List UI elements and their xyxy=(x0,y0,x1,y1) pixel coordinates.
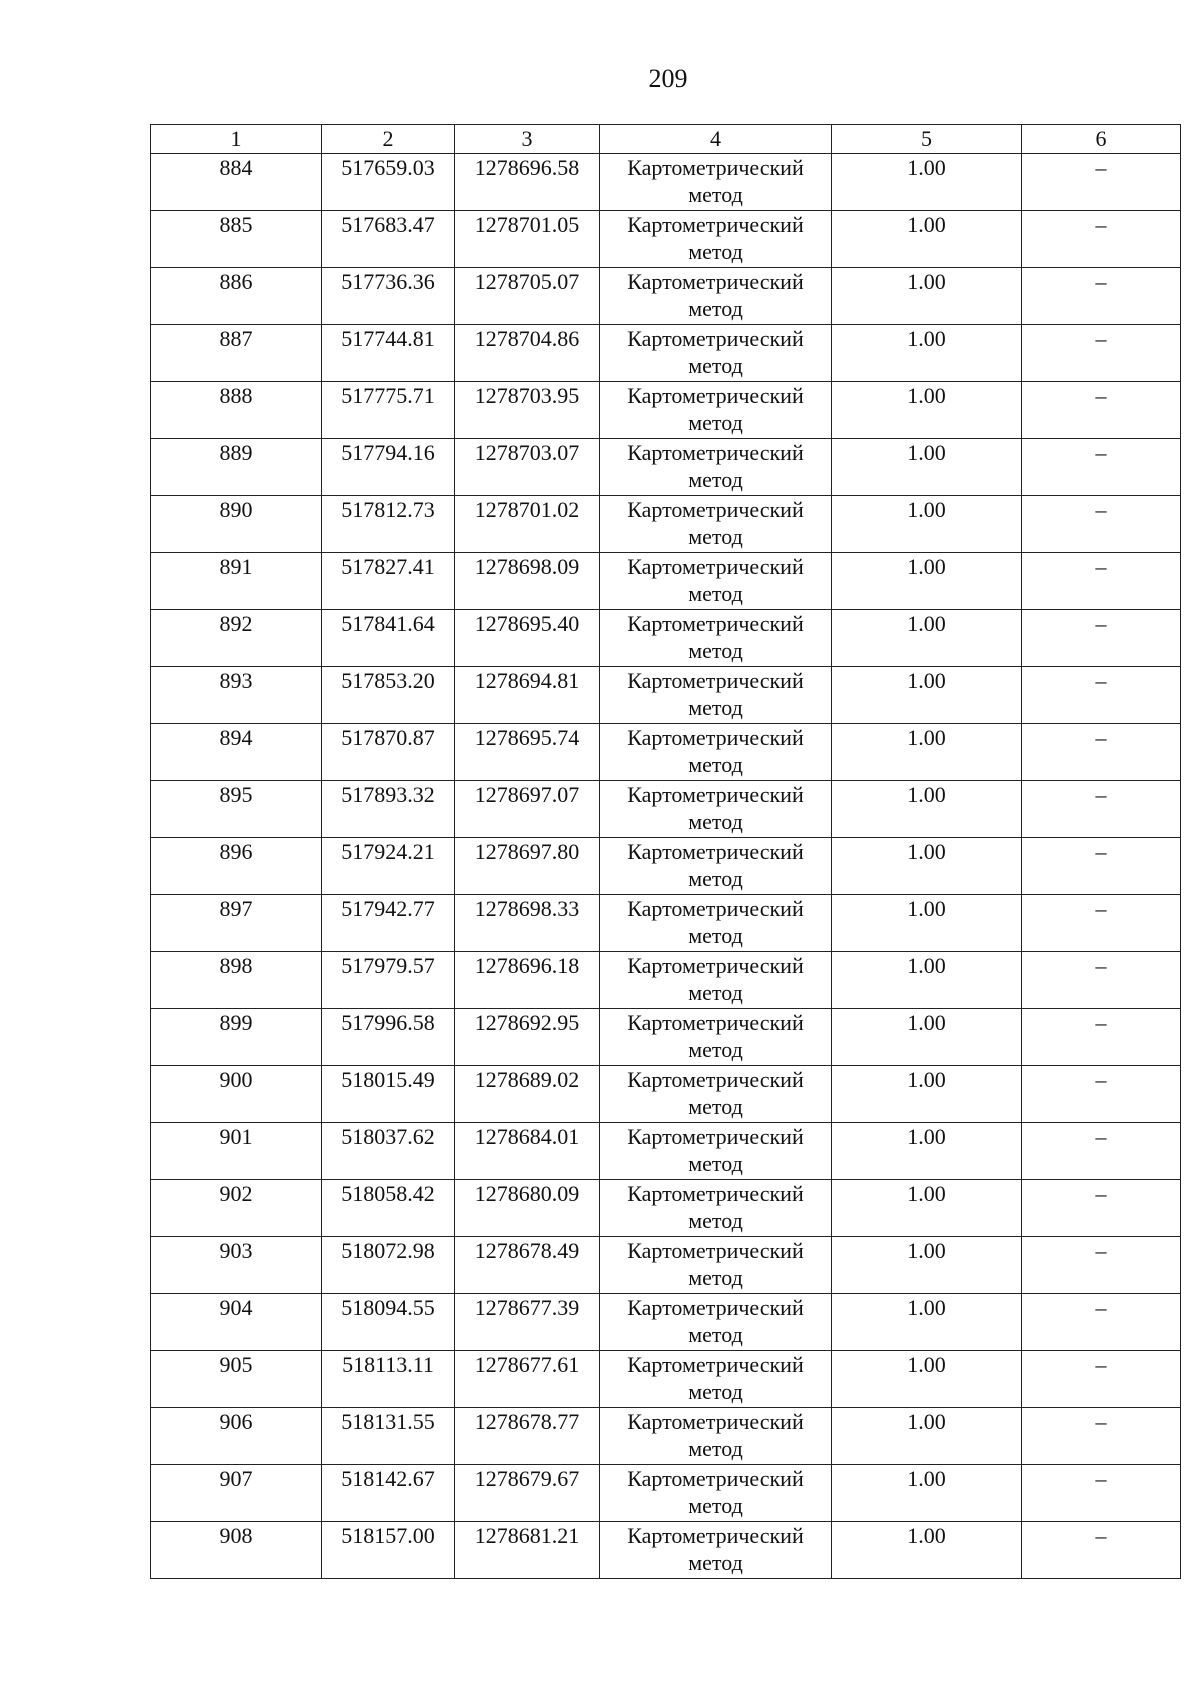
accuracy-cell: 1.00 xyxy=(832,1465,1022,1522)
accuracy-cell: 1.00 xyxy=(832,781,1022,838)
table-row xyxy=(151,1009,1181,1066)
table-row xyxy=(151,952,1181,1009)
point-number-cell: 889 xyxy=(151,439,322,496)
y-coordinate-cell: 1278696.58 xyxy=(455,154,600,211)
y-coordinate-cell: 1278698.09 xyxy=(455,553,600,610)
description-cell: – xyxy=(1022,1066,1181,1123)
x-coordinate-cell: 517893.32 xyxy=(322,781,455,838)
description-cell: – xyxy=(1022,382,1181,439)
table-row xyxy=(151,1237,1181,1294)
method-cell: Картометрический метод xyxy=(600,154,832,211)
point-number-cell: 898 xyxy=(151,952,322,1009)
method-cell: Картометрический метод xyxy=(600,1522,832,1579)
description-cell: – xyxy=(1022,325,1181,382)
x-coordinate-cell: 518015.49 xyxy=(322,1066,455,1123)
y-coordinate-cell: 1278696.18 xyxy=(455,952,600,1009)
point-number-cell: 903 xyxy=(151,1237,322,1294)
table-row xyxy=(151,838,1181,895)
page-number: 209 xyxy=(648,64,688,93)
table-row xyxy=(151,1294,1181,1351)
method-cell: Картометрический метод xyxy=(600,1294,832,1351)
table-row xyxy=(151,610,1181,667)
x-coordinate-cell: 517924.21 xyxy=(322,838,455,895)
point-number-cell: 899 xyxy=(151,1009,322,1066)
point-number-cell: 888 xyxy=(151,382,322,439)
y-coordinate-cell: 1278695.40 xyxy=(455,610,600,667)
table-row xyxy=(151,1351,1181,1408)
y-coordinate-cell: 1278698.33 xyxy=(455,895,600,952)
description-cell: – xyxy=(1022,1351,1181,1408)
x-coordinate-cell: 518094.55 xyxy=(322,1294,455,1351)
method-cell: Картометрический метод xyxy=(600,781,832,838)
x-coordinate-cell: 517870.87 xyxy=(322,724,455,781)
table-row xyxy=(151,211,1181,268)
column-header: 3 xyxy=(455,125,600,154)
table-row xyxy=(151,1180,1181,1237)
x-coordinate-cell: 517736.36 xyxy=(322,268,455,325)
method-cell: Картометрический метод xyxy=(600,439,832,496)
method-cell: Картометрический метод xyxy=(600,1351,832,1408)
table-row xyxy=(151,1123,1181,1180)
method-cell: Картометрический метод xyxy=(600,496,832,553)
table-row xyxy=(151,781,1181,838)
table-row xyxy=(151,154,1181,211)
column-header: 6 xyxy=(1022,125,1181,154)
description-cell: – xyxy=(1022,439,1181,496)
x-coordinate-cell: 517942.77 xyxy=(322,895,455,952)
table-row xyxy=(151,268,1181,325)
accuracy-cell: 1.00 xyxy=(832,1009,1022,1066)
accuracy-cell: 1.00 xyxy=(832,154,1022,211)
y-coordinate-cell: 1278680.09 xyxy=(455,1180,600,1237)
description-cell: – xyxy=(1022,1465,1181,1522)
point-number-cell: 895 xyxy=(151,781,322,838)
coordinates-table xyxy=(150,124,1181,1579)
point-number-cell: 896 xyxy=(151,838,322,895)
column-header: 1 xyxy=(151,125,322,154)
point-number-cell: 891 xyxy=(151,553,322,610)
point-number-cell: 890 xyxy=(151,496,322,553)
method-cell: Картометрический метод xyxy=(600,838,832,895)
table-row xyxy=(151,1066,1181,1123)
y-coordinate-cell: 1278692.95 xyxy=(455,1009,600,1066)
accuracy-cell: 1.00 xyxy=(832,1408,1022,1465)
description-cell: – xyxy=(1022,1123,1181,1180)
table-row xyxy=(151,1465,1181,1522)
column-header: 2 xyxy=(322,125,455,154)
y-coordinate-cell: 1278705.07 xyxy=(455,268,600,325)
accuracy-cell: 1.00 xyxy=(832,1351,1022,1408)
y-coordinate-cell: 1278695.74 xyxy=(455,724,600,781)
x-coordinate-cell: 517659.03 xyxy=(322,154,455,211)
column-header: 5 xyxy=(832,125,1022,154)
x-coordinate-cell: 518157.00 xyxy=(322,1522,455,1579)
accuracy-cell: 1.00 xyxy=(832,838,1022,895)
table-row xyxy=(151,439,1181,496)
point-number-cell: 905 xyxy=(151,1351,322,1408)
description-cell: – xyxy=(1022,268,1181,325)
point-number-cell: 892 xyxy=(151,610,322,667)
description-cell: – xyxy=(1022,1009,1181,1066)
x-coordinate-cell: 518131.55 xyxy=(322,1408,455,1465)
accuracy-cell: 1.00 xyxy=(832,667,1022,724)
x-coordinate-cell: 517827.41 xyxy=(322,553,455,610)
point-number-cell: 893 xyxy=(151,667,322,724)
method-cell: Картометрический метод xyxy=(600,211,832,268)
description-cell: – xyxy=(1022,1237,1181,1294)
method-cell: Картометрический метод xyxy=(600,325,832,382)
point-number-cell: 902 xyxy=(151,1180,322,1237)
accuracy-cell: 1.00 xyxy=(832,1294,1022,1351)
description-cell: – xyxy=(1022,667,1181,724)
description-cell: – xyxy=(1022,496,1181,553)
point-number-cell: 908 xyxy=(151,1522,322,1579)
method-cell: Картометрический метод xyxy=(600,1237,832,1294)
table-row xyxy=(151,667,1181,724)
accuracy-cell: 1.00 xyxy=(832,325,1022,382)
table-row xyxy=(151,325,1181,382)
point-number-cell: 904 xyxy=(151,1294,322,1351)
x-coordinate-cell: 517744.81 xyxy=(322,325,455,382)
point-number-cell: 897 xyxy=(151,895,322,952)
point-number-cell: 901 xyxy=(151,1123,322,1180)
table-row xyxy=(151,724,1181,781)
x-coordinate-cell: 518072.98 xyxy=(322,1237,455,1294)
accuracy-cell: 1.00 xyxy=(832,496,1022,553)
accuracy-cell: 1.00 xyxy=(832,382,1022,439)
description-cell: – xyxy=(1022,1408,1181,1465)
accuracy-cell: 1.00 xyxy=(832,724,1022,781)
method-cell: Картометрический метод xyxy=(600,1180,832,1237)
x-coordinate-cell: 517996.58 xyxy=(322,1009,455,1066)
method-cell: Картометрический метод xyxy=(600,610,832,667)
table-header-row xyxy=(151,125,1181,154)
accuracy-cell: 1.00 xyxy=(832,1522,1022,1579)
y-coordinate-cell: 1278689.02 xyxy=(455,1066,600,1123)
x-coordinate-cell: 518113.11 xyxy=(322,1351,455,1408)
accuracy-cell: 1.00 xyxy=(832,1123,1022,1180)
point-number-cell: 907 xyxy=(151,1465,322,1522)
y-coordinate-cell: 1278679.67 xyxy=(455,1465,600,1522)
method-cell: Картометрический метод xyxy=(600,1066,832,1123)
y-coordinate-cell: 1278678.77 xyxy=(455,1408,600,1465)
y-coordinate-cell: 1278697.80 xyxy=(455,838,600,895)
accuracy-cell: 1.00 xyxy=(832,952,1022,1009)
y-coordinate-cell: 1278677.39 xyxy=(455,1294,600,1351)
accuracy-cell: 1.00 xyxy=(832,1180,1022,1237)
y-coordinate-cell: 1278697.07 xyxy=(455,781,600,838)
x-coordinate-cell: 517775.71 xyxy=(322,382,455,439)
point-number-cell: 887 xyxy=(151,325,322,382)
x-coordinate-cell: 517841.64 xyxy=(322,610,455,667)
description-cell: – xyxy=(1022,895,1181,952)
y-coordinate-cell: 1278703.07 xyxy=(455,439,600,496)
description-cell: – xyxy=(1022,553,1181,610)
x-coordinate-cell: 517853.20 xyxy=(322,667,455,724)
y-coordinate-cell: 1278704.86 xyxy=(455,325,600,382)
method-cell: Картометрический метод xyxy=(600,1465,832,1522)
table-body xyxy=(151,154,1181,1579)
accuracy-cell: 1.00 xyxy=(832,895,1022,952)
y-coordinate-cell: 1278677.61 xyxy=(455,1351,600,1408)
table-row xyxy=(151,382,1181,439)
accuracy-cell: 1.00 xyxy=(832,553,1022,610)
accuracy-cell: 1.00 xyxy=(832,610,1022,667)
method-cell: Картометрический метод xyxy=(600,952,832,1009)
description-cell: – xyxy=(1022,838,1181,895)
x-coordinate-cell: 517979.57 xyxy=(322,952,455,1009)
method-cell: Картометрический метод xyxy=(600,553,832,610)
x-coordinate-cell: 518142.67 xyxy=(322,1465,455,1522)
x-coordinate-cell: 517812.73 xyxy=(322,496,455,553)
table-row xyxy=(151,496,1181,553)
description-cell: – xyxy=(1022,154,1181,211)
point-number-cell: 894 xyxy=(151,724,322,781)
accuracy-cell: 1.00 xyxy=(832,211,1022,268)
description-cell: – xyxy=(1022,724,1181,781)
point-number-cell: 884 xyxy=(151,154,322,211)
accuracy-cell: 1.00 xyxy=(832,268,1022,325)
y-coordinate-cell: 1278681.21 xyxy=(455,1522,600,1579)
x-coordinate-cell: 517683.47 xyxy=(322,211,455,268)
x-coordinate-cell: 518037.62 xyxy=(322,1123,455,1180)
table-row xyxy=(151,895,1181,952)
method-cell: Картометрический метод xyxy=(600,268,832,325)
x-coordinate-cell: 517794.16 xyxy=(322,439,455,496)
table-row xyxy=(151,553,1181,610)
point-number-cell: 900 xyxy=(151,1066,322,1123)
table-row xyxy=(151,1408,1181,1465)
method-cell: Картометрический метод xyxy=(600,1009,832,1066)
y-coordinate-cell: 1278678.49 xyxy=(455,1237,600,1294)
accuracy-cell: 1.00 xyxy=(832,1237,1022,1294)
table-row xyxy=(151,1522,1181,1579)
description-cell: – xyxy=(1022,952,1181,1009)
method-cell: Картометрический метод xyxy=(600,382,832,439)
description-cell: – xyxy=(1022,1180,1181,1237)
column-header: 4 xyxy=(600,125,832,154)
accuracy-cell: 1.00 xyxy=(832,1066,1022,1123)
description-cell: – xyxy=(1022,610,1181,667)
description-cell: – xyxy=(1022,781,1181,838)
method-cell: Картометрический метод xyxy=(600,1408,832,1465)
y-coordinate-cell: 1278694.81 xyxy=(455,667,600,724)
point-number-cell: 886 xyxy=(151,268,322,325)
x-coordinate-cell: 518058.42 xyxy=(322,1180,455,1237)
method-cell: Картометрический метод xyxy=(600,1123,832,1180)
point-number-cell: 885 xyxy=(151,211,322,268)
method-cell: Картометрический метод xyxy=(600,724,832,781)
point-number-cell: 906 xyxy=(151,1408,322,1465)
y-coordinate-cell: 1278701.02 xyxy=(455,496,600,553)
y-coordinate-cell: 1278701.05 xyxy=(455,211,600,268)
y-coordinate-cell: 1278684.01 xyxy=(455,1123,600,1180)
method-cell: Картометрический метод xyxy=(600,895,832,952)
y-coordinate-cell: 1278703.95 xyxy=(455,382,600,439)
accuracy-cell: 1.00 xyxy=(832,439,1022,496)
description-cell: – xyxy=(1022,1294,1181,1351)
method-cell: Картометрический метод xyxy=(600,667,832,724)
description-cell: – xyxy=(1022,211,1181,268)
description-cell: – xyxy=(1022,1522,1181,1579)
